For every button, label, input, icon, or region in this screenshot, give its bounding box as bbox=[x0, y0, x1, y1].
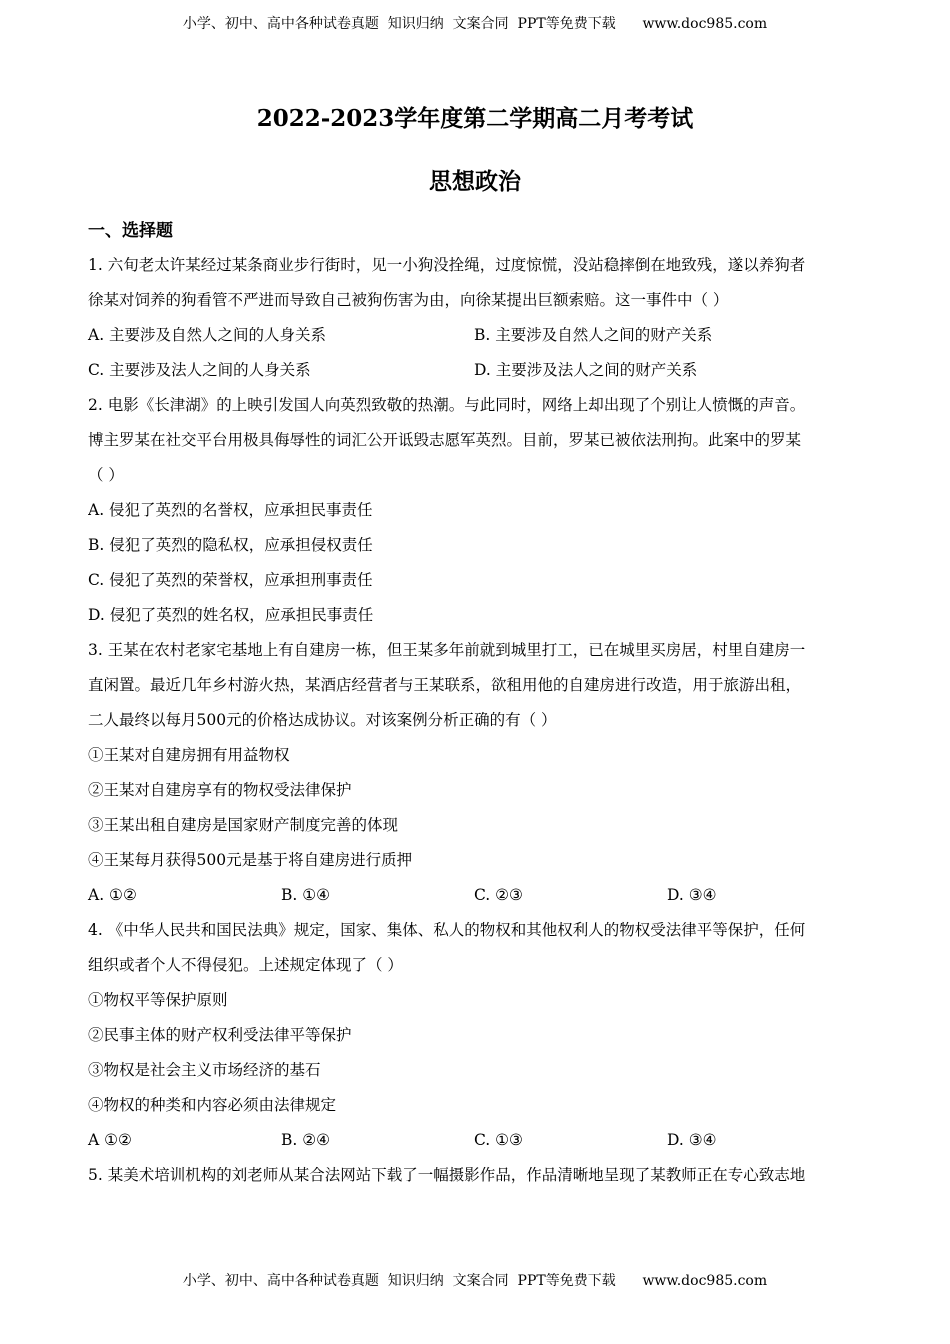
option-b: B. ①④ bbox=[281, 886, 331, 904]
question-text-line: 直闲置。最近几年乡村游火热，某酒店经营者与王某联系，欲租用他的自建房进行改造，用于旅游出租， bbox=[88, 676, 802, 694]
option-a: A. 主要涉及自然人之间的人身关系 bbox=[88, 326, 327, 344]
question-text-line: 博主罗某在社交平台用极具侮辱性的词汇公开诋毁志愿军英烈。目前，罗某已被依法刑拘。此案中的罗某 bbox=[88, 431, 802, 449]
option-d: D. 主要涉及法人之间的财产关系 bbox=[474, 361, 698, 379]
statement-3: ③物权是社会主义市场经济的基石 bbox=[88, 1061, 321, 1079]
question-text-line: 5. 某美术培训机构的刘老师从某合法网站下载了一幅摄影作品，作品清晰地呈现了某教师正在专心致志地 bbox=[88, 1166, 806, 1184]
question-text-line: 二人最终以每月500元的价格达成协议。对该案例分析正确的有（ ） bbox=[88, 711, 557, 729]
question-4 bbox=[88, 916, 860, 1161]
option-c: C. 侵犯了英烈的荣誉权，应承担刑事责任 bbox=[88, 571, 373, 589]
question-text-line: 1. 六旬老太许某经过某条商业步行街时，见一小狗没拴绳，过度惊慌，没站稳摔倒在地致残，遂以养狗者 bbox=[88, 256, 806, 274]
option-d: D. ③④ bbox=[667, 886, 717, 904]
page-footer: 小学、初中、高中各种试卷真题 知识归纳 文案合同 PPT等免费下载 www.doc985.com bbox=[182, 1273, 768, 1289]
statement-1: ①王某对自建房拥有用益物权 bbox=[88, 746, 290, 764]
option-row bbox=[88, 321, 860, 356]
page-header: 小学、初中、高中各种试卷真题 知识归纳 文案合同 PPT等免费下载 www.doc985.com bbox=[182, 16, 768, 32]
question-2 bbox=[88, 391, 860, 636]
option-b: B. 侵犯了英烈的隐私权，应承担侵权责任 bbox=[88, 536, 373, 554]
option-row bbox=[88, 356, 860, 391]
option-b: B. ②④ bbox=[281, 1131, 331, 1149]
option-d: D. ③④ bbox=[667, 1131, 717, 1149]
option-row bbox=[88, 1126, 860, 1161]
option-d: D. 侵犯了英烈的姓名权，应承担民事责任 bbox=[88, 606, 374, 624]
statement-2: ②王某对自建房享有的物权受法律保护 bbox=[88, 781, 352, 799]
question-text-line: 3. 王某在农村老家宅基地上有自建房一栋，但王某多年前就到城里打工，已在城里买房居，村里自建房一 bbox=[88, 641, 806, 659]
exam-title: 2022-2023学年度第二学期高二月考考试 bbox=[256, 105, 694, 132]
statement-2: ②民事主体的财产权利受法律平等保护 bbox=[88, 1026, 352, 1044]
question-list bbox=[88, 251, 860, 1196]
question-3 bbox=[88, 636, 860, 916]
question-5 bbox=[88, 1161, 860, 1196]
option-row bbox=[88, 881, 860, 916]
question-text-line: 4. 《中华人民共和国民法典》规定，国家、集体、私人的物权和其他权利人的物权受法律平等保护，任何 bbox=[88, 921, 806, 939]
option-a: A. 侵犯了英烈的名誉权，应承担民事责任 bbox=[88, 501, 373, 519]
statement-3: ③王某出租自建房是国家财产制度完善的体现 bbox=[88, 816, 399, 834]
option-c: C. ①③ bbox=[474, 1131, 523, 1149]
option-c: C. ②③ bbox=[474, 886, 523, 904]
question-text-line: 组织或者个人不得侵犯。上述规定体现了（ ） bbox=[88, 956, 403, 974]
subject-title: 思想政治 bbox=[429, 168, 521, 195]
statement-1: ①物权平等保护原则 bbox=[88, 991, 228, 1009]
section-heading: 一、选择题 bbox=[88, 221, 173, 241]
question-text-line: （ ） bbox=[88, 466, 124, 484]
question-1 bbox=[88, 251, 860, 391]
option-a: A ①② bbox=[88, 1131, 132, 1149]
option-c: C. 主要涉及法人之间的人身关系 bbox=[88, 361, 311, 379]
statement-4: ④物权的种类和内容必须由法律规定 bbox=[88, 1096, 337, 1114]
option-a: A. ①② bbox=[88, 886, 137, 904]
option-b: B. 主要涉及自然人之间的财产关系 bbox=[474, 326, 713, 344]
question-text-line: 2. 电影《长津湖》的上映引发国人向英烈致敬的热潮。与此同时，网络上却出现了个别让人愤慨的声音。 bbox=[88, 396, 806, 414]
statement-4: ④王某每月获得500元是基于将自建房进行质押 bbox=[88, 851, 413, 869]
question-text-line: 徐某对饲养的狗看管不严进而导致自己被狗伤害为由，向徐某提出巨额索赔。这一事件中（ ） bbox=[88, 291, 729, 309]
